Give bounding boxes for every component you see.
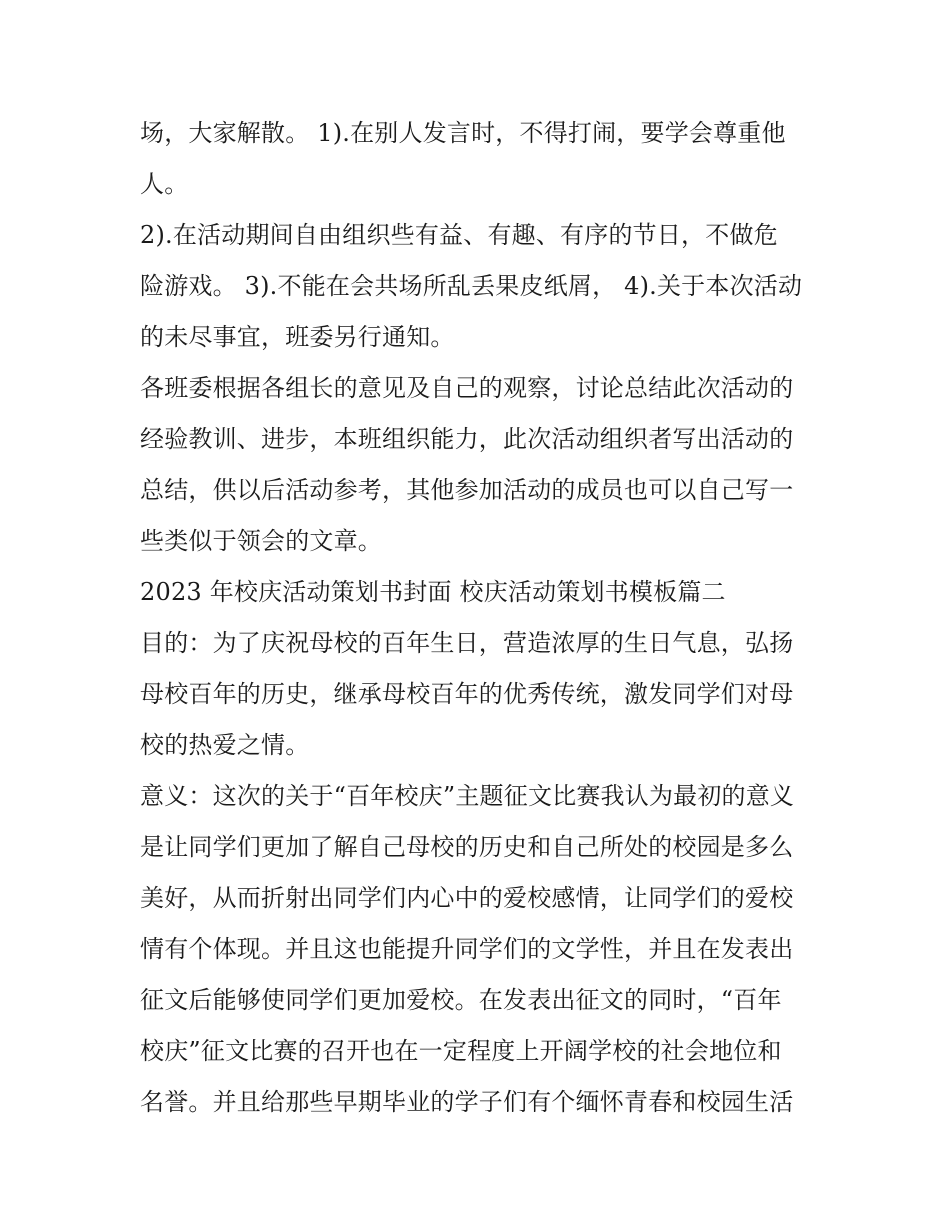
text-line: 校庆”征文比赛的召开也在一定程度上开阔学校的社会地位和 xyxy=(140,1037,782,1065)
text-line: 目的：为了庆祝母校的百年生日，营造浓厚的生日气息，弘扬 xyxy=(140,629,794,657)
text-line: 征文后能够使同学们更加爱校。在发表出征文的同时，“百年 xyxy=(140,986,782,1014)
section-heading: 2023 年校庆活动策划书封面 校庆活动策划书模板篇二 xyxy=(140,578,726,606)
text-line: 意义：这次的关于“百年校庆”主题征文比赛我认为最初的意义 xyxy=(140,782,795,810)
text-line: 是让同学们更加了解自己母校的历史和自己所处的校园是多么 xyxy=(140,833,794,861)
text-line: 母校百年的历史，继承母校百年的优秀传统，激发同学们对母 xyxy=(140,680,794,708)
document-body xyxy=(140,108,820,1128)
text-line: 场，大家解散。 1).在别人发言时，不得打闹，要学会尊重他 xyxy=(140,119,786,147)
text-line: 经验教训、进步，本班组织能力，此次活动组织者写出活动的 xyxy=(140,425,794,453)
text-line: 各班委根据各组长的意见及自己的观察，讨论总结此次活动的 xyxy=(140,374,794,402)
text-line: 险游戏。 3).不能在会共场所乱丢果皮纸屑， 4).关于本次活动 xyxy=(140,272,803,300)
text-line: 2).在活动期间自由组织些有益、有趣、有序的节日，不做危 xyxy=(140,221,778,249)
text-line: 些类似于领会的文章。 xyxy=(140,527,382,555)
text-line: 人。 xyxy=(140,170,189,198)
text-line: 情有个体现。并且这也能提升同学们的文学性，并且在发表出 xyxy=(140,935,794,963)
text-line: 的未尽事宜，班委另行通知。 xyxy=(140,323,455,351)
text-line: 总结，供以后活动参考，其他参加活动的成员也可以自己写一 xyxy=(140,476,794,504)
text-line: 名誉。并且给那些早期毕业的学子们有个缅怀青春和校园生活 xyxy=(140,1088,794,1116)
text-line: 美好，从而折射出同学们内心中的爱校感情，让同学们的爱校 xyxy=(140,884,794,912)
text-line: 校的热爱之情。 xyxy=(140,731,310,759)
